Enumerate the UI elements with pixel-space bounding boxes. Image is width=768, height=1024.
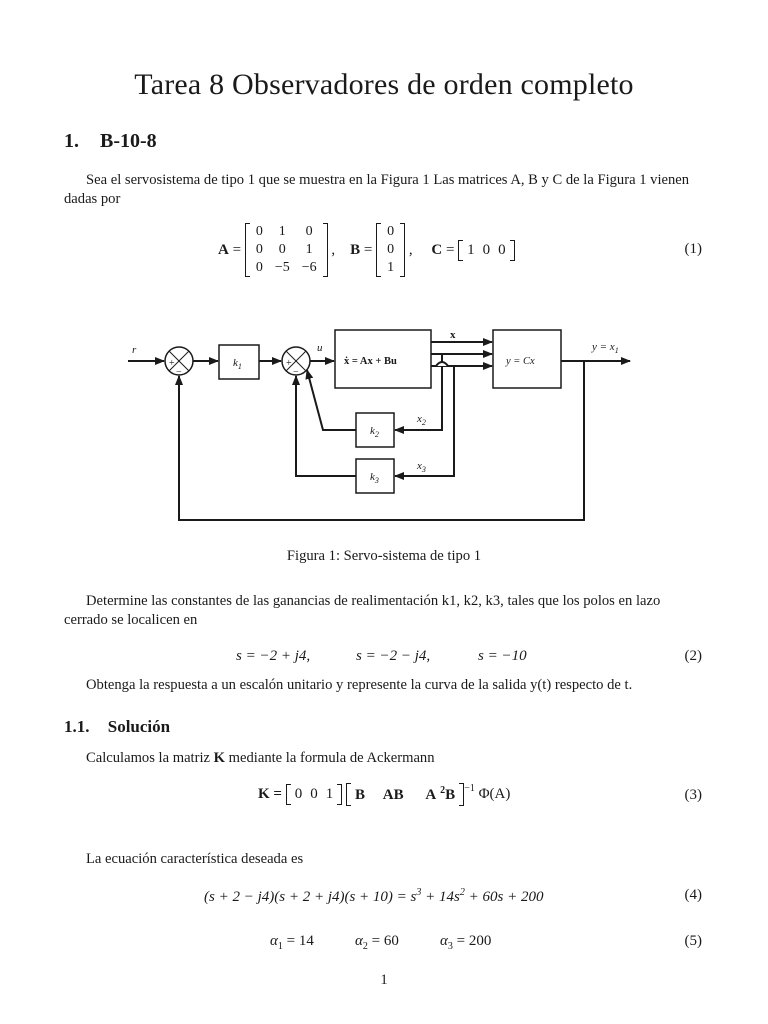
subsection-title: Solución [107, 717, 171, 736]
matrix-c-entry: 0 [498, 241, 506, 258]
page-title: Tarea 8 Observadores de orden completo [134, 68, 634, 101]
ackermann-row-entry: 1 [325, 786, 334, 802]
controllability-matrix: B AB A $^2$B [346, 785, 464, 804]
ackermann-equation: K = 0 0 1 B AB A $^2$B $^{-1}$ Φ(A) [258, 783, 511, 803]
sum1-minus: − [176, 367, 182, 378]
matrix-a-cell: 0 [278, 242, 286, 257]
figure-caption: Figura 1: Servo-sistema de tipo 1 [286, 548, 482, 564]
matrix-a-cell: 1 [305, 242, 313, 257]
intro-paragraph: Sea el servosistema de tipo 1 que se muestra en la Figura 1 Las matrices A, B y C de la Figura 1 vienen dadas por [64, 172, 690, 207]
alpha-3: $\alpha_3 = 200$ [440, 933, 492, 952]
matrix-a-cell: 0 [255, 224, 263, 239]
paragraph-ackermann: Calculamos la matriz K mediante la formula de Ackermann [86, 750, 435, 766]
sum1-plus: + [169, 358, 175, 369]
equation-number-1: (1) [684, 241, 702, 257]
matrix-a-label: A [218, 241, 229, 258]
matrix-b [376, 223, 405, 277]
x2-label: $x_2$ [417, 413, 426, 427]
paragraph-step-response: Obtenga la respuesta a un escalón unitario y represente la curva de la salida y(t) respecto de t. [86, 677, 633, 693]
pole-3: s = −10 [478, 648, 527, 664]
equation-number-4: (4) [684, 887, 702, 903]
subsection-number: 1.1. [64, 717, 90, 736]
section-title: B-10-8 [100, 130, 157, 152]
alpha-1: $\alpha_1 = 14$ [270, 933, 314, 952]
r-label: r [132, 344, 137, 356]
block-diagram [120, 318, 640, 530]
ackermann-row-entry: 0 [310, 786, 318, 802]
section-number: 1. [64, 130, 79, 152]
matrix-c-entry: 1 [467, 241, 475, 258]
matrix-a [245, 223, 328, 277]
equation-number-2: (2) [684, 648, 702, 664]
x-label: x [450, 329, 456, 341]
phi-of-a: Φ(A) [478, 786, 511, 802]
paragraph-characteristic: La ecuación característica deseada es [86, 851, 304, 867]
characteristic-equation: $(s + 2 - j4)(s + 2 + j4)(s + 10) = s^3 + 14s^2 + 60s + 200$ [204, 887, 544, 905]
matrix-a-cell: 0 [255, 260, 263, 275]
k1-label: $k_1$ [233, 357, 242, 371]
paragraph-poles: Determine las constantes de las ganancias de realimentación k1, k2, k3, tales que los polos en lazo cerrado se localicen en [64, 593, 661, 628]
matrix-a-cell: −5 [274, 260, 290, 275]
pole-1: s = −2 + j4, [236, 648, 311, 664]
pole-2: s = −2 − j4, [356, 648, 431, 664]
matrix-c [458, 242, 515, 259]
k2-label: $k_2$ [370, 425, 379, 439]
matrix-b-cell: 0 [387, 242, 395, 257]
matrix-a-cell: 1 [278, 224, 286, 239]
matrix-equation: A = 0 1 0 0 0 1 0 −5 −6 , B = 0 0 1 , C = 1 0 0 [218, 220, 515, 280]
sum2-plus: + [286, 358, 292, 369]
u-label: u [317, 342, 323, 354]
matrix-a-cell: 0 [305, 224, 313, 239]
matrix-c-entry: 0 [482, 241, 491, 258]
matrix-b-cell: 0 [387, 224, 395, 239]
alpha-2: $\alpha_2 = 60$ [355, 933, 399, 952]
matrix-a-cell: 0 [255, 242, 263, 257]
matrix-b-cell: 1 [387, 260, 395, 275]
equation-number-5: (5) [684, 933, 702, 949]
ackermann-row-entry: 0 [294, 786, 303, 802]
x3-label: $x_3$ [417, 460, 426, 474]
page-number: 1 [380, 972, 388, 988]
state-equation-text: ẋ = Ax + Bu [344, 356, 397, 367]
subsection-heading [64, 717, 170, 737]
matrix-b-label: B [350, 241, 361, 258]
equation-number-3: (3) [684, 787, 702, 803]
matrix-c-label: C [431, 241, 443, 258]
section-heading [64, 130, 157, 153]
output-equation-text: y = Cx [506, 356, 535, 367]
sum2-minus: − [293, 367, 299, 378]
k3-label: $k_3$ [370, 471, 379, 485]
y-label: $y = x_1$ [592, 341, 619, 355]
matrix-a-cell: −6 [301, 260, 317, 275]
